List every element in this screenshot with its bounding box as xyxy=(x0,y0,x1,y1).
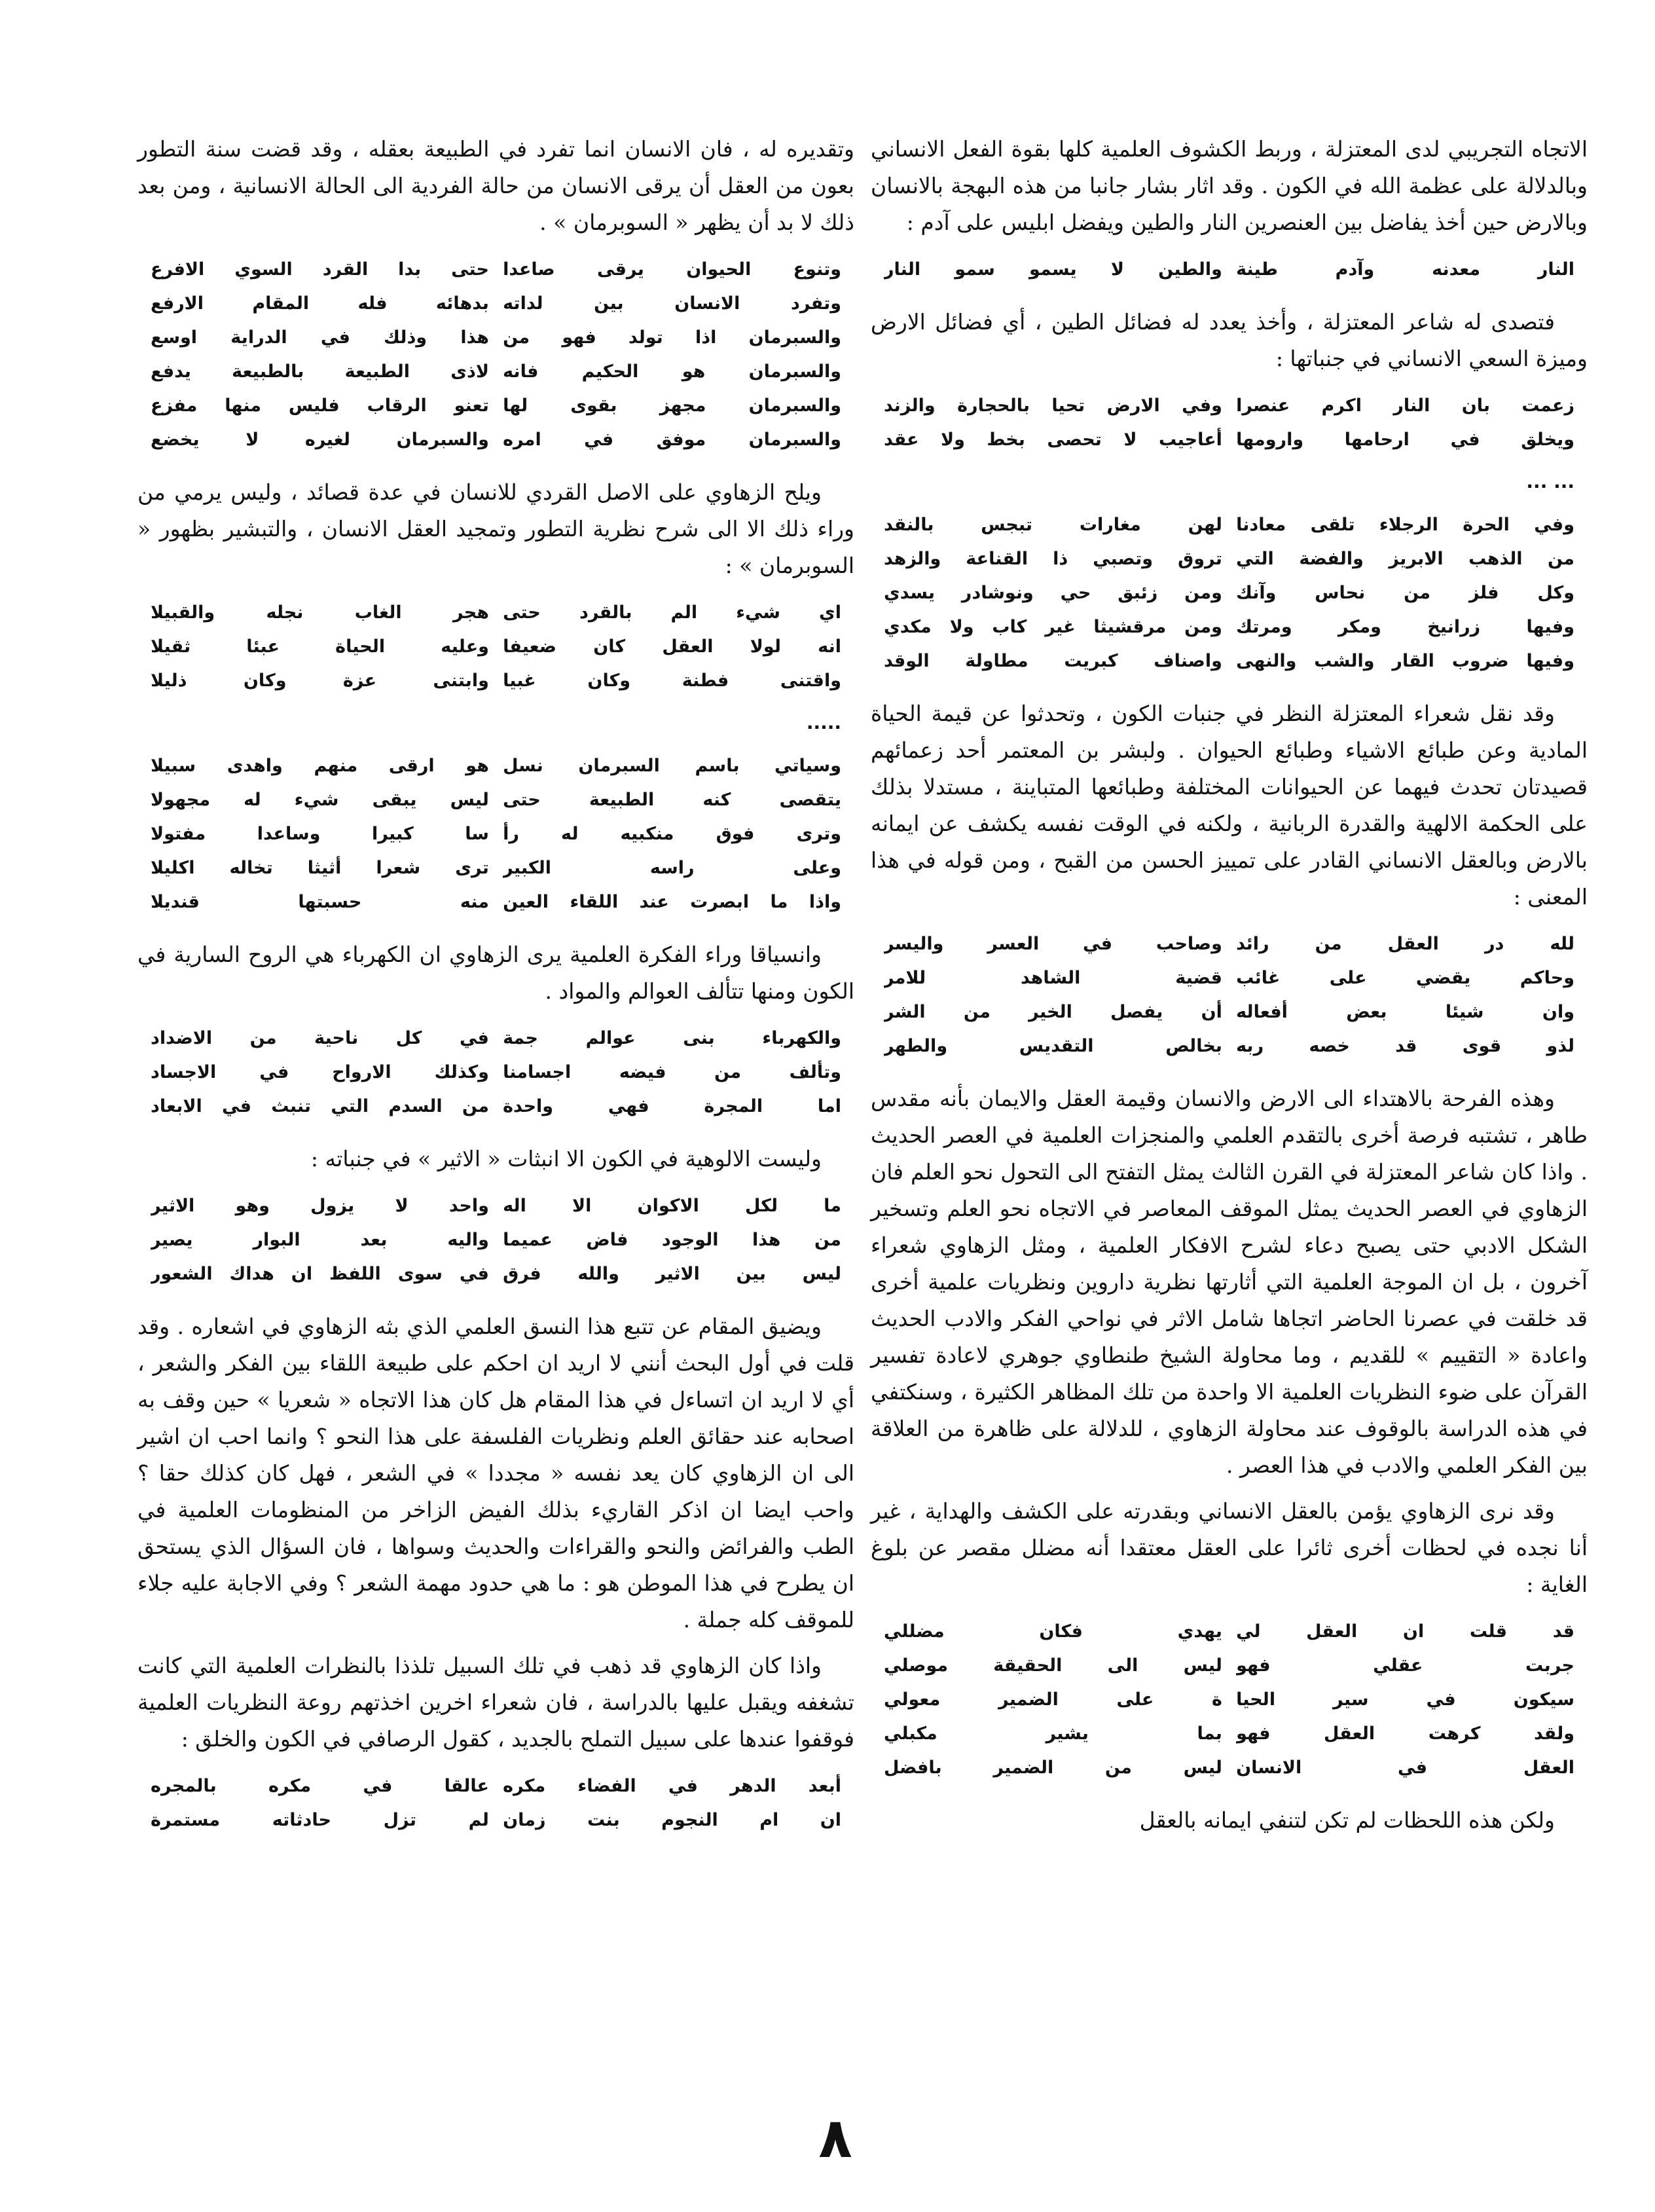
verse-first-hemistich: وكل فلز من نحاس وآنك xyxy=(1236,583,1574,603)
verse-first-hemistich: والكهرباء بنى عوالم جمة xyxy=(503,1028,841,1048)
verse-line xyxy=(884,1717,1574,1751)
verse-line xyxy=(884,1615,1574,1649)
verse-second-hemistich: لاذى الطبيعة بالطبيعة يدفع xyxy=(151,361,489,382)
verse-first-hemistich: العقل في الانسان xyxy=(1236,1758,1574,1778)
left-paragraph-2: ويلح الزهاوي على الاصل القردي للانسان في عدة قصائد ، وليس يرمي من وراء ذلك الا الى شرح نظرية التطور وتمجيد العقل الانسان ، والتبشير بظهور « السوبرمان » : xyxy=(137,479,854,578)
verse-second-hemistich: منه حسبتها قنديلا xyxy=(151,892,489,912)
verse-line xyxy=(151,885,841,919)
verse-first-hemistich: من هذا الوجود فاض عميما xyxy=(503,1230,841,1250)
verse-second-hemistich: ترى شعرا أثيثا تخاله اكليلا xyxy=(151,858,489,878)
verse-line xyxy=(151,783,841,817)
verse-line xyxy=(884,610,1574,644)
verse-line xyxy=(884,389,1574,423)
ellipsis-separator: ..... xyxy=(806,712,841,733)
verse-line xyxy=(151,1056,841,1090)
verse-second-hemistich: حتى بدا القرد السوي الافرع xyxy=(151,259,489,280)
verse-second-hemistich: تعنو الرقاب فليس منها مفزع xyxy=(151,396,489,416)
left-paragraph-6: واذا كان الزهاوي قد ذهب في تلك السبيل تلذذا بالنظرات العلمية التي كانت تشغفه ويقبل عليها بالدراسة ، فان شعراء اخرين اخذتهم روعة النظريات العلمية فوقفوا عندها على سبيل التملح بالجديد ، كقول الرصافي في الكون والخلق : xyxy=(137,1653,854,1752)
verse-line xyxy=(884,508,1574,542)
verse-line xyxy=(151,664,841,698)
verse-line xyxy=(884,1683,1574,1717)
verse-first-hemistich: سيكون في سير الحيا xyxy=(1236,1689,1574,1710)
verse-first-hemistich: ان ام النجوم بنت زمان xyxy=(503,1810,841,1830)
verse-line xyxy=(151,1189,841,1223)
verse-first-hemistich: وتفرد الانسان بين لداته xyxy=(503,293,841,314)
verse-second-hemistich: من السدم التي تنبث في الابعاد xyxy=(151,1096,489,1116)
verse-second-hemistich: واليه بعد البوار يصير xyxy=(151,1230,489,1250)
verse-first-hemistich: وعلى راسه الكبير xyxy=(503,858,841,878)
verse-second-hemistich: هجر الغاب نجله والقبيلا xyxy=(151,602,489,623)
verse-first-hemistich: زعمت بان النار اكرم عنصرا xyxy=(1236,396,1574,416)
right-paragraph-1: الاتجاه التجريبي لدى المعتزلة ، وربط الكشوف العلمية كلها بقوة الفعل الانساني وبالدلالة على عظمة الله في الكون . وقد اثار بشار جانبا من هذه البهجة بالانسان وبالارض حين أخذ يفاضل بين العنصرين النار والطين ويفضل ابليس على آدم : xyxy=(871,136,1588,235)
verse-first-hemistich: اي شيء الم بالقرد حتى xyxy=(503,602,841,623)
verse-first-hemistich: من الذهب الابريز والفضة التي xyxy=(1236,549,1574,569)
verse-line xyxy=(151,749,841,783)
verse-line xyxy=(151,596,841,630)
verse-line xyxy=(884,644,1574,678)
right-poem-5 xyxy=(884,1615,1574,1785)
verse-line xyxy=(884,1029,1574,1063)
verse-second-hemistich: واصناف كبريت مطاولة الوقد xyxy=(884,651,1222,671)
verse-first-hemistich: وتألف من فيضه اجسامنا xyxy=(503,1062,841,1082)
verse-first-hemistich: وتنوع الحيوان يرقى صاعدا xyxy=(503,259,841,280)
verse-first-hemistich: لذو قوى قد خصه ربه xyxy=(1236,1036,1574,1056)
verse-line xyxy=(884,1751,1574,1785)
right-paragraph-2: فتصدى له شاعر المعتزلة ، وأخذ يعدد له فضائل الطين ، أي فضائل الارض وميزة السعي الانساني في جنباتها : xyxy=(871,309,1588,371)
verse-line xyxy=(151,287,841,321)
verse-first-hemistich: والسبرمان اذا تولد فهو من xyxy=(503,327,841,348)
left-paragraph-3: وانسياقا وراء الفكرة العلمية يرى الزهاوي ان الكهرباء هي الروح السارية في الكون ومنها تتألف العوالم والمواد . xyxy=(137,942,854,1004)
verse-second-hemistich: في كل ناحية من الاضداد xyxy=(151,1028,489,1048)
right-paragraph-4: وهذه الفرحة بالاهتداء الى الارض والانسان وقيمة العقل والايمان بأنه مقدس طاهر ، تشتبه فرصة أخرى بالتقدم العلمي والمنجزات العلمية في العصر الحديث . واذا كان شاعر المعتزلة في القرن الثالث يمثل التفتح الى التحول نحو العلم فان الزهاوي في العصر الحديث يمثل الموقف المعاصر في الاتجاه نحو العلم وتسخير الشكل الادبي حتى يصبح دعاء لشرح الافكار العلمية ، ومثل الزهاوي شعراء آخرون ، بل ان الموجة العلمية التي أثارتها نظرية داروين ونظريات علمية أخرى قد خلقت في عصرنا الحاضر اتجاها شامل الاثر في نواحي الفكر والادب الحديث واعادة « التقييم » للقديم ، وما محاولة الشيخ طنطاوي جوهري لاعادة تفسير القرآن على ضوء النظريات العلمية الا واحدة من تلك المظاهر الكثيرة ، وسنكتفي في هذه الدراسة بالوقوف عند محاولة الزهاوي ، للدلالة على ظاهرة من العلاقة بين الفكر العلمي والادب في هذا العصر . xyxy=(871,1086,1588,1478)
verse-second-hemistich: ليس من الضمير بافضل xyxy=(884,1758,1222,1778)
verse-line xyxy=(151,1090,841,1124)
left-paragraph-4: وليست الالوهية في الكون الا انبثات « الاثير » في جنباته : xyxy=(310,1146,822,1171)
verse-first-hemistich: واذا ما ابصرت عند اللقاء العين xyxy=(503,892,841,912)
verse-line xyxy=(884,1649,1574,1683)
left-paragraph-1: وتقديره له ، فان الانسان انما تفرد في الطبيعة بعقله ، وقد قضت سنة التطور بعون من العقل أن يرقى الانسان من حالة الفردية الى الحالة الانسانية ، ومن بعد ذلك لا بد أن يظهر « السوبرمان » . xyxy=(137,136,854,235)
right-poem-1 xyxy=(884,253,1574,287)
ellipsis-separator: ... ... xyxy=(1526,471,1574,492)
verse-second-hemistich: والطين لا يسمو سمو النار xyxy=(884,259,1222,280)
verse-first-hemistich: يتقصى كنه الطبيعة حتى xyxy=(503,790,841,810)
verse-line xyxy=(151,1803,841,1837)
verse-line xyxy=(151,1257,841,1291)
verse-first-hemistich: النار معدنه وآدم طينة xyxy=(1236,259,1574,280)
verse-second-hemistich: هو ارقى منهم واهدى سبيلا xyxy=(151,756,489,776)
verse-first-hemistich: جربت عقلي فهو xyxy=(1236,1655,1574,1676)
verse-line xyxy=(151,630,841,664)
verse-first-hemistich: وان شيئا بعض أفعاله xyxy=(1236,1002,1574,1022)
verse-line xyxy=(151,253,841,287)
verse-line xyxy=(884,961,1574,995)
verse-line xyxy=(151,423,841,457)
verse-second-hemistich: هذا وذلك في الدراية اوسع xyxy=(151,327,489,348)
verse-second-hemistich: وابتنى عزة وكان ذليلا xyxy=(151,671,489,691)
verse-second-hemistich: بخالص التقديس والطهر xyxy=(884,1036,1222,1056)
verse-second-hemistich: يهدي فكان مضللي xyxy=(884,1621,1222,1642)
left-poem-5 xyxy=(151,1189,841,1291)
verse-line xyxy=(884,542,1574,576)
left-column xyxy=(137,131,854,1854)
verse-first-hemistich: أبعد الدهر في الفضاء مكره xyxy=(503,1776,841,1796)
verse-line xyxy=(151,321,841,355)
verse-line xyxy=(151,1022,841,1056)
verse-first-hemistich: انه لولا العقل كان ضعيفا xyxy=(503,636,841,657)
right-poem-4 xyxy=(884,927,1574,1063)
verse-line xyxy=(884,253,1574,287)
right-paragraph-3: وقد نقل شعراء المعتزلة النظر في جنبات الكون ، وتحدثوا عن قيمة الحياة المادية وعن طبائع الاشياء وطبائع الحيوان . ولبشر بن المعتمر أحد زعمائهم قصيدتان تحدث فيهما عن الحيوانات المختلفة وطبائعها المتباينة ، مستدلا بذلك على الحكمة الالهية والقدرة الربانية ، ولكنه في الوقت نفسه يكشف عن ايمانه بالارض وبالعقل الانساني القادر على تمييز الحسن من القبح ، ومن قوله في هذا المعنى : xyxy=(871,701,1588,910)
verse-second-hemistich: بدهائه فله المقام الارفع xyxy=(151,293,489,314)
verse-second-hemistich: ليس يبقى شيء له مجهولا xyxy=(151,790,489,810)
verse-second-hemistich: وكذلك الارواح في الاجساد xyxy=(151,1062,489,1082)
verse-second-hemistich: أن يفصل الخير من الشر xyxy=(884,1002,1222,1022)
verse-first-hemistich: والسبرمان موفق في امره xyxy=(503,430,841,450)
verse-line xyxy=(884,576,1574,610)
verse-second-hemistich: ومن مرقشيثا غير كاب ولا مكدي xyxy=(884,617,1222,637)
verse-first-hemistich: والسبرمان مجهز بقوى لها xyxy=(503,396,841,416)
verse-line xyxy=(151,817,841,851)
verse-line xyxy=(151,851,841,885)
verse-first-hemistich: وحاكم يقضي على غائب xyxy=(1236,968,1574,988)
verse-first-hemistich: ما لكل الاكوان الا اله xyxy=(503,1196,841,1216)
verse-first-hemistich: ليس بين الاثير والله فرق xyxy=(503,1264,841,1284)
verse-line xyxy=(151,389,841,423)
verse-first-hemistich: وسياتي باسم السبرمان نسل xyxy=(503,756,841,776)
left-poem-3 xyxy=(151,749,841,919)
verse-first-hemistich: اما المجرة فهي واحدة xyxy=(503,1096,841,1116)
verse-line xyxy=(151,1769,841,1803)
verse-first-hemistich: والسبرمان هو الحكيم فانه xyxy=(503,361,841,382)
verse-second-hemistich: وفي الارض تحيا بالحجارة والزند xyxy=(884,396,1222,416)
verse-first-hemistich: لله در العقل من رائد xyxy=(1236,934,1574,954)
verse-first-hemistich: وفي الحرة الرجلاء تلقى معادنا xyxy=(1236,515,1574,535)
verse-second-hemistich: ة على الضمير معولي xyxy=(884,1689,1222,1710)
page-number: ٨ xyxy=(818,2106,852,2170)
left-poem-2 xyxy=(151,596,841,698)
verse-first-hemistich: وفيها زرانيخ ومكر ومرتك xyxy=(1236,617,1574,637)
verse-second-hemistich: وعليه الحياة عبئا ثقيلا xyxy=(151,636,489,657)
right-poem-2 xyxy=(884,389,1574,457)
verse-first-hemistich: ولقد كرهت العقل فهو xyxy=(1236,1724,1574,1744)
verse-second-hemistich: سا كبيرا وساعدا مفتولا xyxy=(151,824,489,844)
verse-first-hemistich: ويخلق في ارحامها وارومها xyxy=(1236,430,1574,450)
verse-second-hemistich: بما يشير مكبلي xyxy=(884,1724,1222,1744)
left-poem-4 xyxy=(151,1022,841,1124)
verse-line xyxy=(151,1223,841,1257)
verse-second-hemistich: في سوى اللفظ ان هداك الشعور xyxy=(151,1264,489,1284)
verse-line xyxy=(884,995,1574,1029)
verse-second-hemistich: عالقا في مكره بالمجره xyxy=(151,1776,489,1796)
right-column xyxy=(871,131,1588,1848)
verse-second-hemistich: واحد لا يزول وهو الاثير xyxy=(151,1196,489,1216)
verse-first-hemistich: واقتنى فطنة وكان غبيا xyxy=(503,671,841,691)
verse-first-hemistich: وفيها ضروب القار والشب والنهى xyxy=(1236,651,1574,671)
right-paragraph-5: وقد نرى الزهاوي يؤمن بالعقل الانساني وبقدرته على الكشف والهداية ، غير أنا نجده في لحظات أخرى ثائرا على العقل معتقدا أنه مضلل مقصر عن بلوغ الغاية : xyxy=(871,1498,1588,1597)
verse-line xyxy=(884,423,1574,457)
verse-second-hemistich: ليس الى الحقيقة موصلي xyxy=(884,1655,1222,1676)
verse-second-hemistich: ومن زئبق حي ونوشادر يسدي xyxy=(884,583,1222,603)
right-paragraph-6: ولكن هذه اللحظات لم تكن لتنفي ايمانه بالعقل xyxy=(1139,1807,1555,1833)
verse-line xyxy=(884,927,1574,961)
left-poem-6 xyxy=(151,1769,841,1837)
verse-second-hemistich: أعاجيب لا تحصى بخط ولا عقد xyxy=(884,430,1222,450)
left-paragraph-5: ويضيق المقام عن تتبع هذا النسق العلمي الذي بثه الزهاوي في اشعاره . وقد قلت في أول البحث أنني لا اريد ان احكم على طبيعة اللقاء بين الفكر والشعر ، أي لا اريد ان اتساءل في هذا المقام هل كان هذا الاتجاه « شعريا » حين وقف به اصحابه عند حقائق العلم ونظريات الفلسفة على هذا النحو ؟ وانما احب ان اشير الى ان الزهاوي كان يعد نفسه « مجددا » في الشعر ، فهل كان كذلك حقا ؟ واحب ايضا ان اذكر القاريء بذلك الفيض الزاخر من المنظومات العلمية في الطب والفرائض والنحو والقراءات والحديث وسواها ، فان السؤال الذي يستحق ان يطرح في هذا الموطن هو : ما هي حدود مهمة الشعر ؟ وفي الاجابة عليه جلاء للموقف كله جملة . xyxy=(137,1314,854,1632)
right-poem-3 xyxy=(884,508,1574,678)
verse-second-hemistich: وصاحب في العسر واليسر xyxy=(884,934,1222,954)
verse-second-hemistich: والسبرمان لغيره لا يخضع xyxy=(151,430,489,450)
verse-second-hemistich: تروق وتصبي ذا القناعة والزهد xyxy=(884,549,1222,569)
verse-second-hemistich: قضية الشاهد للامر xyxy=(884,968,1222,988)
verse-first-hemistich: قد قلت ان العقل لي xyxy=(1236,1621,1574,1642)
verse-second-hemistich: لم تزل حادثاته مستمرة xyxy=(151,1810,489,1830)
left-poem-1 xyxy=(151,253,841,457)
verse-line xyxy=(151,355,841,389)
verse-first-hemistich: وترى فوق منكبيه له رأ xyxy=(503,824,841,844)
verse-second-hemistich: لهن مغارات تبجس بالنقد xyxy=(884,515,1222,535)
